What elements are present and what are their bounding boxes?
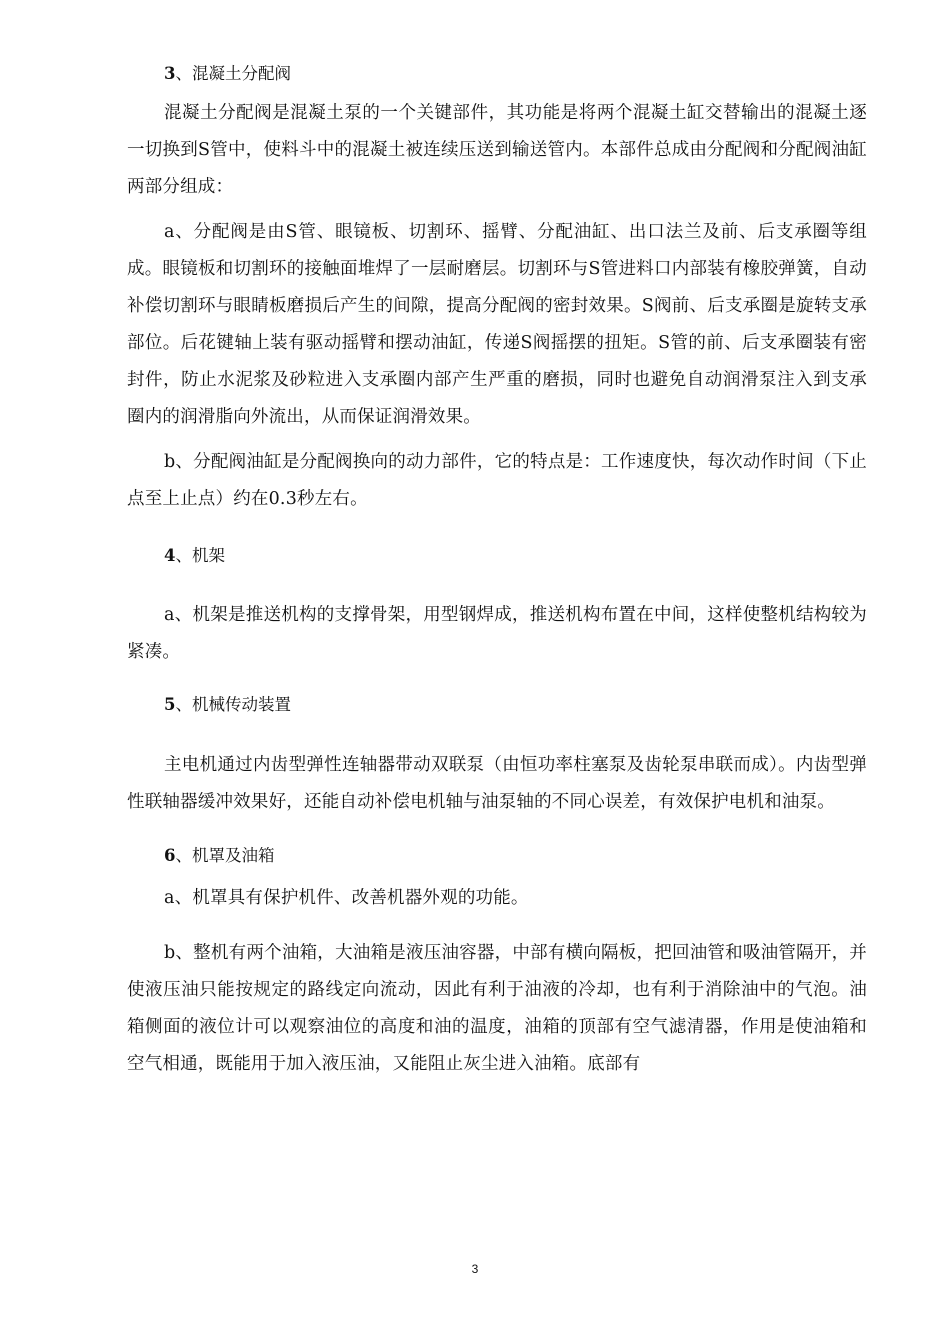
paragraph: b、整机有两个油箱，大油箱是液压油容器，中部有横向隔板，把回油管和吸油管隔开，并使液压油只能按规定的路线定向流动，因此有利于油液的冷却，也有利于消除油中的气泡。油箱侧面的液位计可以观察油位的高度和油的温度，油箱的顶部有空气滤清器，作用是使油箱和空气相通，既能用于加入液压油，又能阻止灰尘进入油箱。底部有: [127, 943, 867, 1074]
section-heading: [127, 844, 867, 868]
section-number: 4: [164, 546, 176, 565]
paragraph: a、分配阀是由S管、眼镜板、切割环、摇臂、分配油缸、出口法兰及前、后支承圈等组成。眼镜板和切割环的接触面堆焊了一层耐磨层。切割环与S管进料口内部装有橡胶弹簧，自动补偿切割环与眼睛板磨损后产生的间隙，提高分配阀的密封效果。S阀前、后支承圈是旋转支承部位。后花键轴上装有驱动摇臂和摆动油缸，传递S阀摇摆的扭矩。S管的前、后支承圈装有密封件，防止水泥浆及砂粒进入支承圈内部产生严重的磨损，同时也避免自动润滑泵注入到支承圈内的润滑脂向外流出，从而保证润滑效果。: [127, 222, 867, 427]
section-title: 、混凝土分配阀: [175, 64, 291, 83]
section-number: 3: [164, 64, 176, 83]
section-number: 6: [164, 846, 176, 865]
page-number: 3: [471, 1262, 479, 1276]
paragraph: 主电机通过内齿型弹性连轴器带动双联泵（由恒功率柱塞泵及齿轮泵串联而成）。内齿型弹性联轴器缓冲效果好，还能自动补偿电机轴与油泵轴的不同心误差，有效保护电机和油泵。: [127, 755, 867, 812]
section-title: 、机架: [175, 546, 225, 565]
document-page: [127, 62, 867, 1083]
paragraph: 混凝土分配阀是混凝土泵的一个关键部件，其功能是将两个混凝土缸交替输出的混凝土逐一切换到S管中，使料斗中的混凝土被连续压送到输送管内。本部件总成由分配阀和分配阀油缸两部分组成：: [127, 103, 867, 197]
paragraph: b、分配阀油缸是分配阀换向的动力部件，它的特点是：工作速度快，每次动作时间（下止点至上止点）约在0.3秒左右。: [127, 452, 867, 509]
paragraph: a、机罩具有保护机件、改善机器外观的功能。: [164, 888, 529, 908]
paragraph: a、机架是推送机构的支撑骨架，用型钢焊成，推送机构布置在中间，这样使整机结构较为紧凑。: [127, 605, 867, 662]
section-heading: [127, 62, 867, 86]
section-heading: [127, 693, 867, 717]
section-title: 、机械传动装置: [175, 695, 291, 714]
section-number: 5: [164, 695, 176, 714]
section-heading: [127, 544, 867, 568]
section-title: 、机罩及油箱: [175, 846, 275, 865]
